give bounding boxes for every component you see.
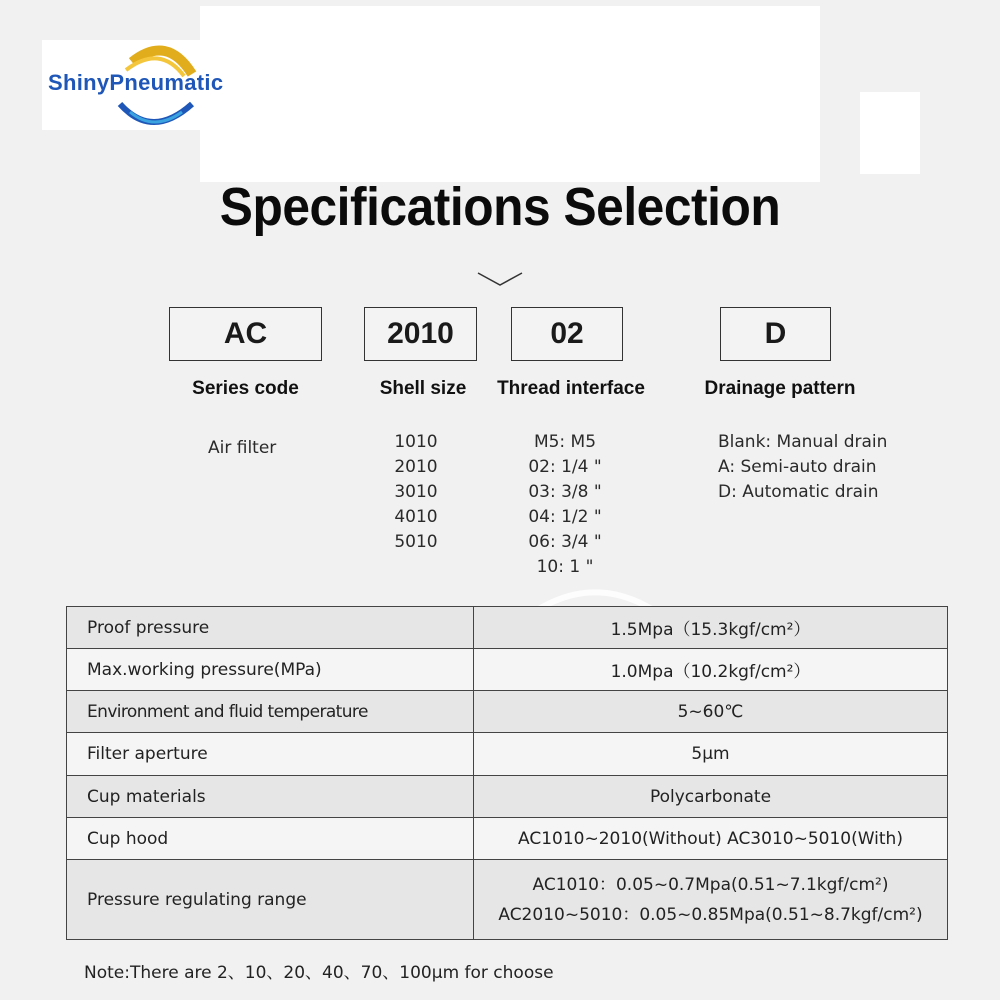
option-item: 04: 1/2 " xyxy=(528,507,602,527)
spec-label: Environment and fluid temperature xyxy=(67,691,474,733)
thread-interface-options xyxy=(510,430,620,580)
option-item: 03: 3/8 " xyxy=(528,482,602,502)
brand-logo xyxy=(42,40,272,130)
drainage-pattern-box xyxy=(720,307,831,361)
option-item: Blank: Manual drain xyxy=(718,432,888,452)
table-row xyxy=(67,818,948,860)
spec-value: 1.5Mpa（15.3kgf/cm²） xyxy=(474,607,948,649)
table-row xyxy=(67,649,948,691)
spec-value: AC1010~2010(Without) AC3010~5010(With) xyxy=(474,818,948,860)
drainage-pattern-code: D xyxy=(764,317,787,350)
drainage-pattern-label: Drainage pattern xyxy=(704,378,856,399)
option-item: A: Semi-auto drain xyxy=(718,457,877,477)
thread-interface-label: Thread interface xyxy=(497,378,645,399)
table-row xyxy=(67,733,948,776)
table-row xyxy=(67,691,948,733)
table-row xyxy=(67,860,948,940)
shell-size-label: Shell size xyxy=(379,378,467,399)
spec-value: 5μm xyxy=(474,733,948,776)
option-item: D: Automatic drain xyxy=(718,482,879,502)
option-item: Air filter xyxy=(208,438,277,458)
option-item: 10: 1 " xyxy=(536,557,594,577)
series-code: AC xyxy=(223,317,268,350)
option-item: 3010 xyxy=(394,482,438,502)
series-code-options xyxy=(208,436,276,461)
option-item: 1010 xyxy=(394,432,438,452)
drainage-pattern-options xyxy=(718,430,887,505)
option-item: 2010 xyxy=(394,457,438,477)
page-title: Specifications Selection xyxy=(219,177,781,237)
shell-size-options xyxy=(386,430,446,555)
spec-label: Proof pressure xyxy=(67,607,474,649)
option-item: 5010 xyxy=(394,532,438,552)
brand-name: ShinyPneumatic xyxy=(48,70,224,95)
spec-value: Polycarbonate xyxy=(474,776,948,818)
thread-interface-box xyxy=(511,307,623,361)
spec-label: Filter aperture xyxy=(67,733,474,776)
header-background-corner xyxy=(860,92,920,174)
spec-value xyxy=(474,860,948,940)
series-code-box xyxy=(169,307,322,361)
specifications-table xyxy=(66,606,948,940)
option-item: 06: 3/4 " xyxy=(528,532,602,552)
spec-value-line: AC2010~5010：0.05~0.85Mpa(0.51~8.7kgf/cm²) xyxy=(498,904,923,925)
header-background-right xyxy=(200,6,820,182)
spec-value: 5~60℃ xyxy=(474,691,948,733)
spec-label: Pressure regulating range xyxy=(67,860,474,940)
option-item: 02: 1/4 " xyxy=(528,457,602,477)
table-row xyxy=(67,776,948,818)
spec-label: Cup hood xyxy=(67,818,474,860)
spec-label: Cup materials xyxy=(67,776,474,818)
note: Note:There are 2、10、20、40、70、100μm for choose xyxy=(84,963,554,983)
shell-size-code: 2010 xyxy=(387,317,454,350)
series-code-label: Series code xyxy=(192,378,299,399)
option-item: M5: M5 xyxy=(533,432,597,452)
spec-value-line: AC1010：0.05~0.7Mpa(0.51~7.1kgf/cm²) xyxy=(532,874,889,895)
spec-label: Max.working pressure(MPa) xyxy=(67,649,474,691)
option-item: 4010 xyxy=(394,507,438,527)
thread-interface-code: 02 xyxy=(550,317,584,350)
chevron-down-icon xyxy=(476,270,524,288)
shell-size-box xyxy=(364,307,477,361)
spec-value: 1.0Mpa（10.2kgf/cm²） xyxy=(474,649,948,691)
table-row xyxy=(67,607,948,649)
